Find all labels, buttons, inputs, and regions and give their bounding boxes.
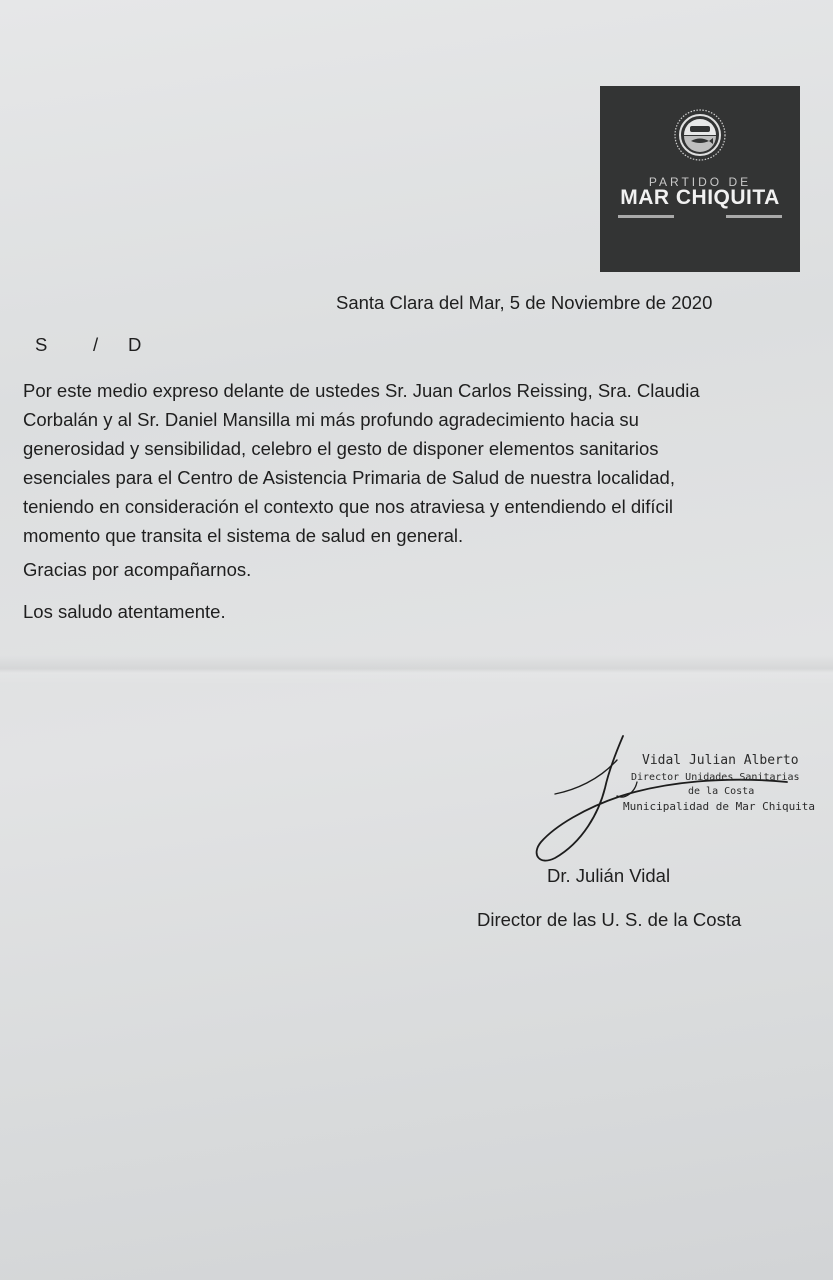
stamp-position: Director Unidades Sanitarias: [631, 772, 800, 783]
municipality-logo: [600, 86, 800, 272]
salutation-d: D: [128, 334, 142, 355]
thanks-line: Gracias por acompañarnos.: [23, 559, 252, 580]
stamp-area: de la Costa: [688, 786, 755, 797]
stamp-municipality: Municipalidad de Mar Chiquita: [623, 800, 816, 813]
logo-name-label: MAR CHIQUITA: [620, 186, 780, 209]
body-line: momento que transita el sistema de salud en general.: [23, 525, 464, 546]
farewell-line: Los saludo atentamente.: [23, 601, 226, 622]
stamp-name: Vidal Julian Alberto: [642, 753, 799, 768]
municipal-seal-icon: [673, 108, 727, 162]
logo-partido-label: PARTIDO DE: [648, 175, 752, 189]
paper-fold-shadow: [0, 655, 833, 685]
letter-body: [23, 376, 823, 550]
body-line: teniendo en consideración el contexto que nos atraviesa y entendiendo el difícil: [23, 496, 673, 517]
salutation-slash: /: [93, 334, 99, 355]
body-line: generosidad y sensibilidad, celebro el gesto de disponer elementos sanitarios: [23, 438, 659, 459]
date-line: Santa Clara del Mar, 5 de Noviembre de 2020: [336, 292, 713, 313]
body-line: Corbalán y al Sr. Daniel Mansilla mi más profundo agradecimiento hacia su: [23, 409, 639, 430]
logo-bar-left: [618, 215, 674, 218]
salutation-s: S: [35, 334, 48, 355]
signer-name: Dr. Julián Vidal: [547, 865, 671, 886]
signer-title: Director de las U. S. de la Costa: [477, 909, 742, 930]
body-line: Por este medio expreso delante de ustedes Sr. Juan Carlos Reissing, Sra. Claudia: [23, 380, 700, 401]
logo-bar-right: [726, 215, 782, 218]
body-line: esenciales para el Centro de Asistencia Primaria de Salud de nuestra localidad,: [23, 467, 675, 488]
